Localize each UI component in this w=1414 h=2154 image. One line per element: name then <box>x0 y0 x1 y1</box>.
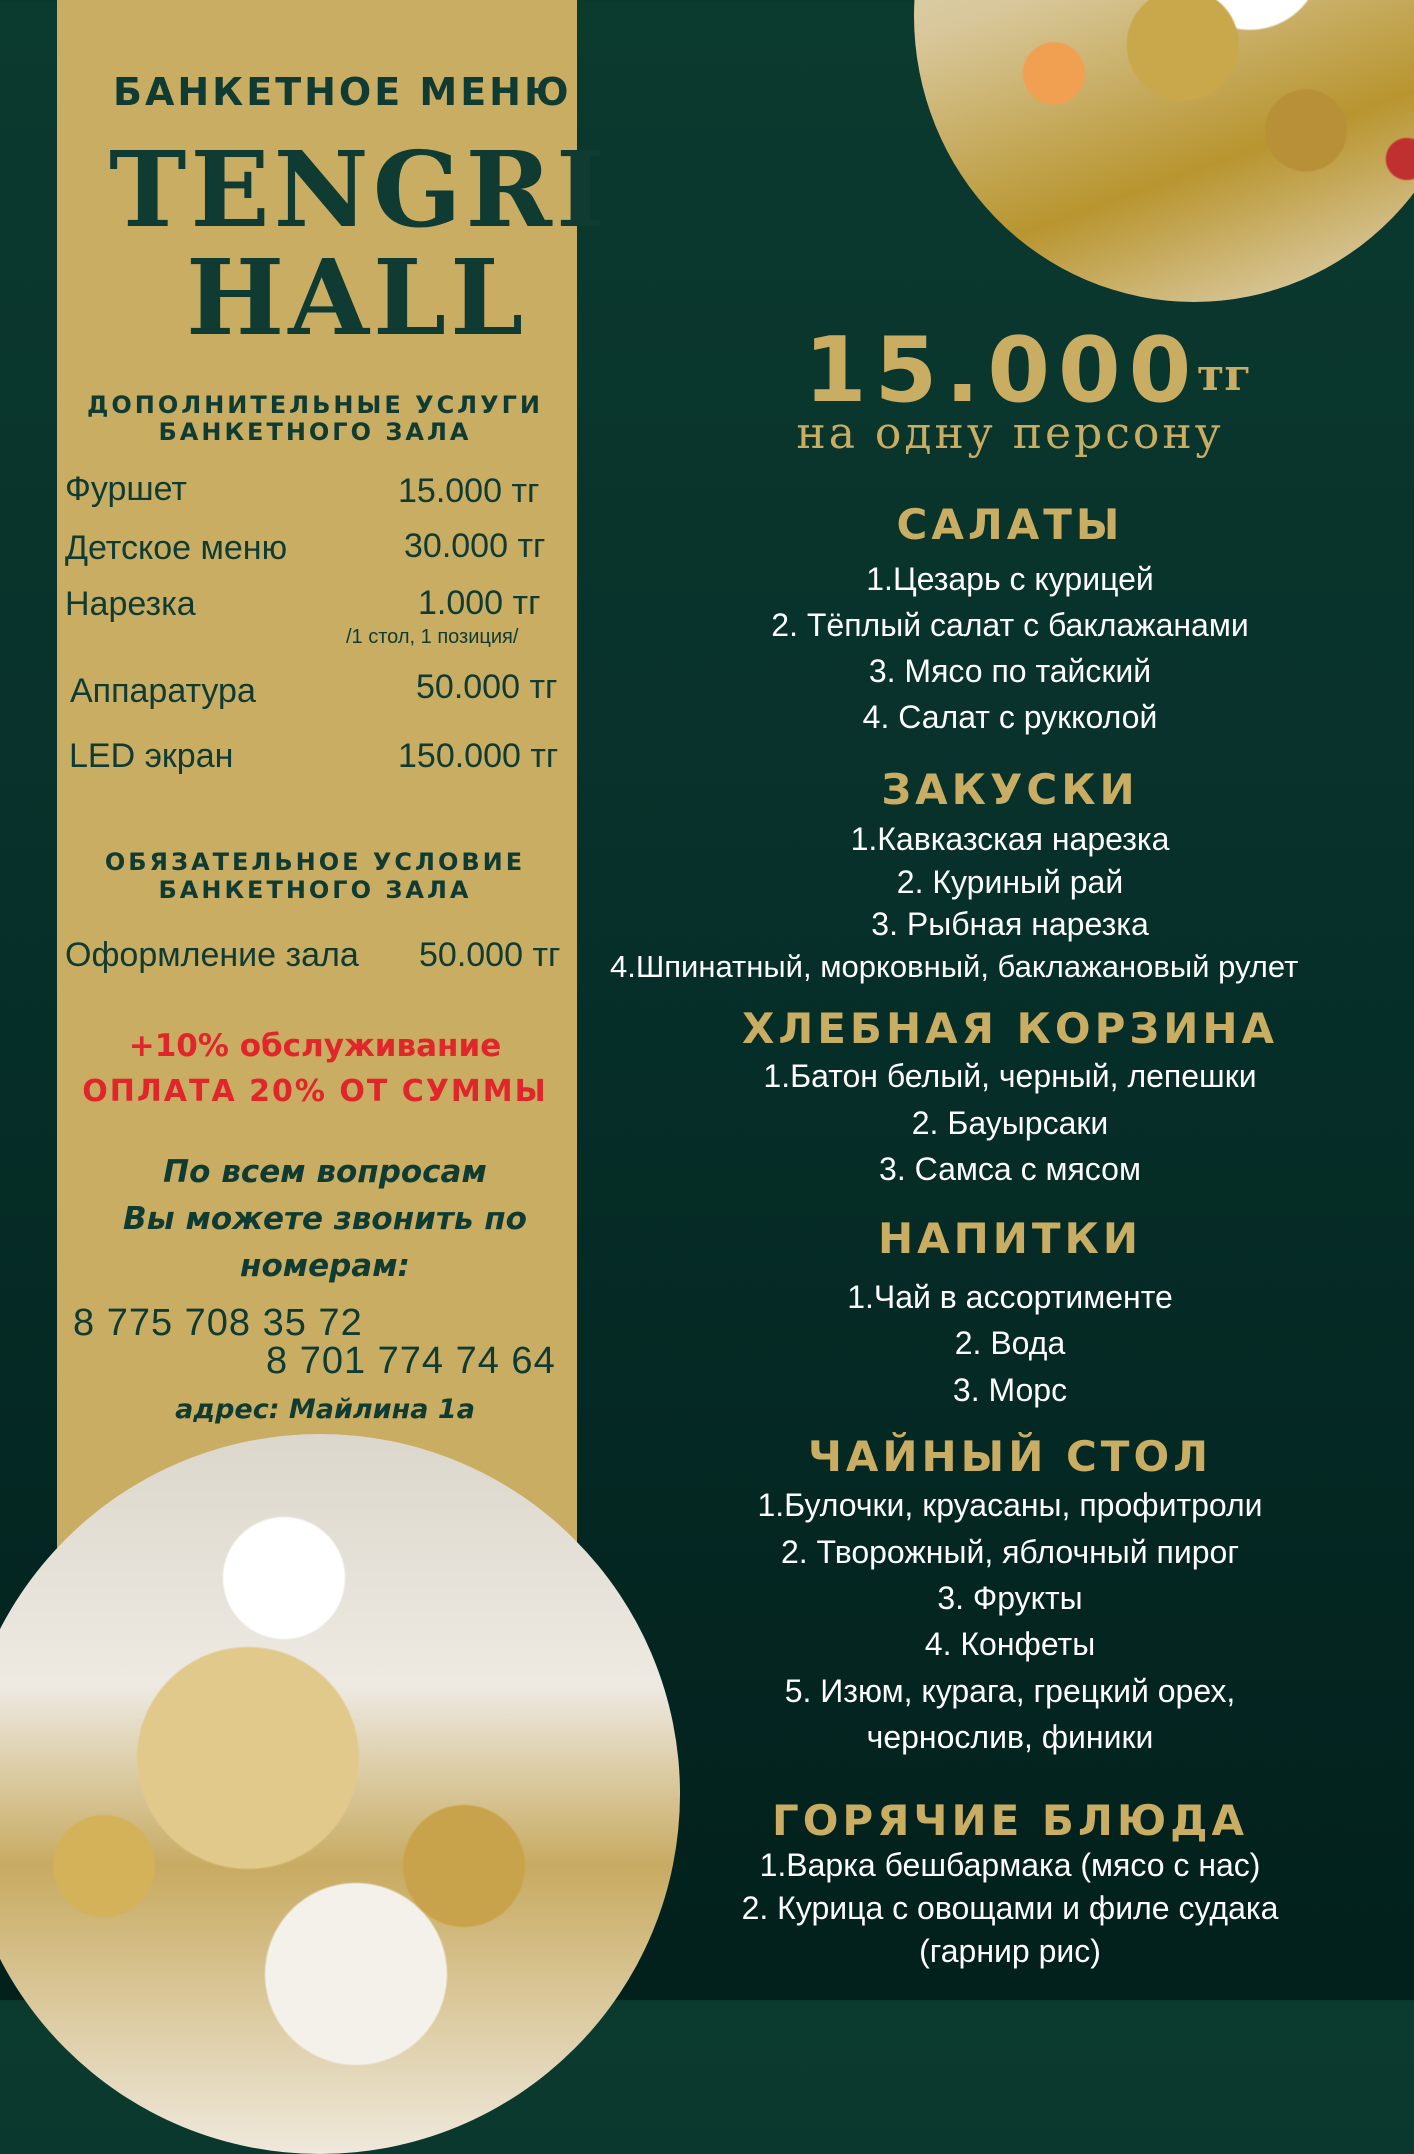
phone-number[interactable]: 8 701 774 74 64 <box>266 1340 556 1382</box>
menu-item: 2. Курица с овощами и филе судака <box>741 1890 1279 1926</box>
menu-item: 4. Конфеты <box>924 1626 1096 1662</box>
menu-item: 3. Рыбная нарезка <box>871 906 1149 942</box>
brand-line2: HALL <box>186 236 528 359</box>
address: адрес: Майлина 1а <box>175 1394 475 1425</box>
service-name: Аппаратура <box>70 672 256 710</box>
service-price: 1.000 тг <box>418 584 541 622</box>
section-title-snacks: ЗАКУСКИ <box>881 765 1139 814</box>
service-price: 150.000 тг <box>398 737 559 775</box>
menu-item: 3. Морс <box>952 1372 1068 1408</box>
mandatory-title-1: ОБЯЗАТЕЛЬНОЕ УСЛОВИЕ <box>104 848 526 876</box>
mandatory-price: 50.000 тг <box>419 936 561 974</box>
service-name: Детское меню <box>65 529 288 567</box>
price-currency: тг <box>1197 350 1252 401</box>
service-fee: +10% обслуживание <box>128 1028 502 1064</box>
banquet-table-photo <box>914 0 1414 302</box>
menu-item: 4. Салат с рукколой <box>862 699 1158 735</box>
menu-item: 1.Кавказская нарезка <box>850 821 1170 857</box>
section-title-drinks: НАПИТКИ <box>877 1214 1143 1263</box>
extras-title-1: ДОПОЛНИТЕЛЬНЫЕ УСЛУГИ <box>87 391 543 419</box>
mandatory-item: Оформление зала <box>65 936 359 974</box>
menu-item: 2. Куриный рай <box>896 864 1124 900</box>
service-price: 30.000 тг <box>404 527 546 565</box>
service-price: 50.000 тг <box>416 668 558 706</box>
menu-item: 3. Мясо по тайский <box>868 653 1152 689</box>
menu-item: 2. Вода <box>954 1325 1066 1361</box>
menu-kicker: БАНКЕТНОЕ МЕНЮ <box>113 70 572 114</box>
banquet-hall-photo <box>0 1434 680 2154</box>
phone-number[interactable]: 8 775 708 35 72 <box>73 1302 363 1344</box>
menu-item: 1.Цезарь с курицей <box>866 561 1154 597</box>
contact-line2: Вы можете звонить по <box>123 1201 527 1237</box>
menu-item: 1.Булочки, круасаны, профитроли <box>757 1487 1263 1523</box>
menu-item: 1.Батон белый, черный, лепешки <box>763 1058 1257 1094</box>
extras-title-2: БАНКЕТНОГО ЗАЛА <box>158 418 472 446</box>
per-person: на одну персону <box>796 408 1224 459</box>
section-title-hot: ГОРЯЧИЕ БЛЮДА <box>771 1796 1249 1845</box>
service-name: Нарезка <box>65 585 196 623</box>
menu-item: 3. Самса с мясом <box>879 1151 1141 1187</box>
service-name: Фуршет <box>65 470 188 508</box>
service-name: LED экран <box>69 737 234 775</box>
menu-item: 4.Шпинатный, морковный, баклажановый рулет <box>610 949 1299 984</box>
section-title-salads: САЛАТЫ <box>896 500 1124 549</box>
service-price: 15.000 тг <box>398 472 540 510</box>
section-title-bread: ХЛЕБНАЯ КОРЗИНА <box>741 1004 1279 1053</box>
menu-item: 5. Изюм, курага, грецкий орех, <box>784 1673 1236 1709</box>
menu-item: (гарнир рис) <box>919 1933 1101 1969</box>
menu-item: 3. Фрукты <box>937 1580 1083 1616</box>
menu-item: 2. Тёплый салат с баклажанами <box>771 607 1249 643</box>
price-amount: 15.000 <box>804 318 1200 423</box>
menu-item: 2. Бауырсаки <box>911 1105 1109 1141</box>
menu-item: чернослив, финики <box>866 1719 1154 1755</box>
menu-item: 1.Чай в ассортименте <box>847 1279 1173 1315</box>
menu-item: 2. Творожный, яблочный пирог <box>780 1534 1240 1570</box>
contact-line1: По всем вопросам <box>163 1154 487 1190</box>
menu-item: 1.Варка бешбармака (мясо с нас) <box>759 1847 1261 1883</box>
prepayment-note: ОПЛАТА 20% ОТ СУММЫ <box>82 1074 548 1109</box>
contact-line3: номерам: <box>240 1248 410 1284</box>
section-title-tea: ЧАЙНЫЙ СТОЛ <box>807 1432 1213 1481</box>
mandatory-title-2: БАНКЕТНОГО ЗАЛА <box>158 876 472 904</box>
brand-line1: TENGRI <box>109 128 609 251</box>
service-note: /1 стол, 1 позиция/ <box>346 626 519 648</box>
